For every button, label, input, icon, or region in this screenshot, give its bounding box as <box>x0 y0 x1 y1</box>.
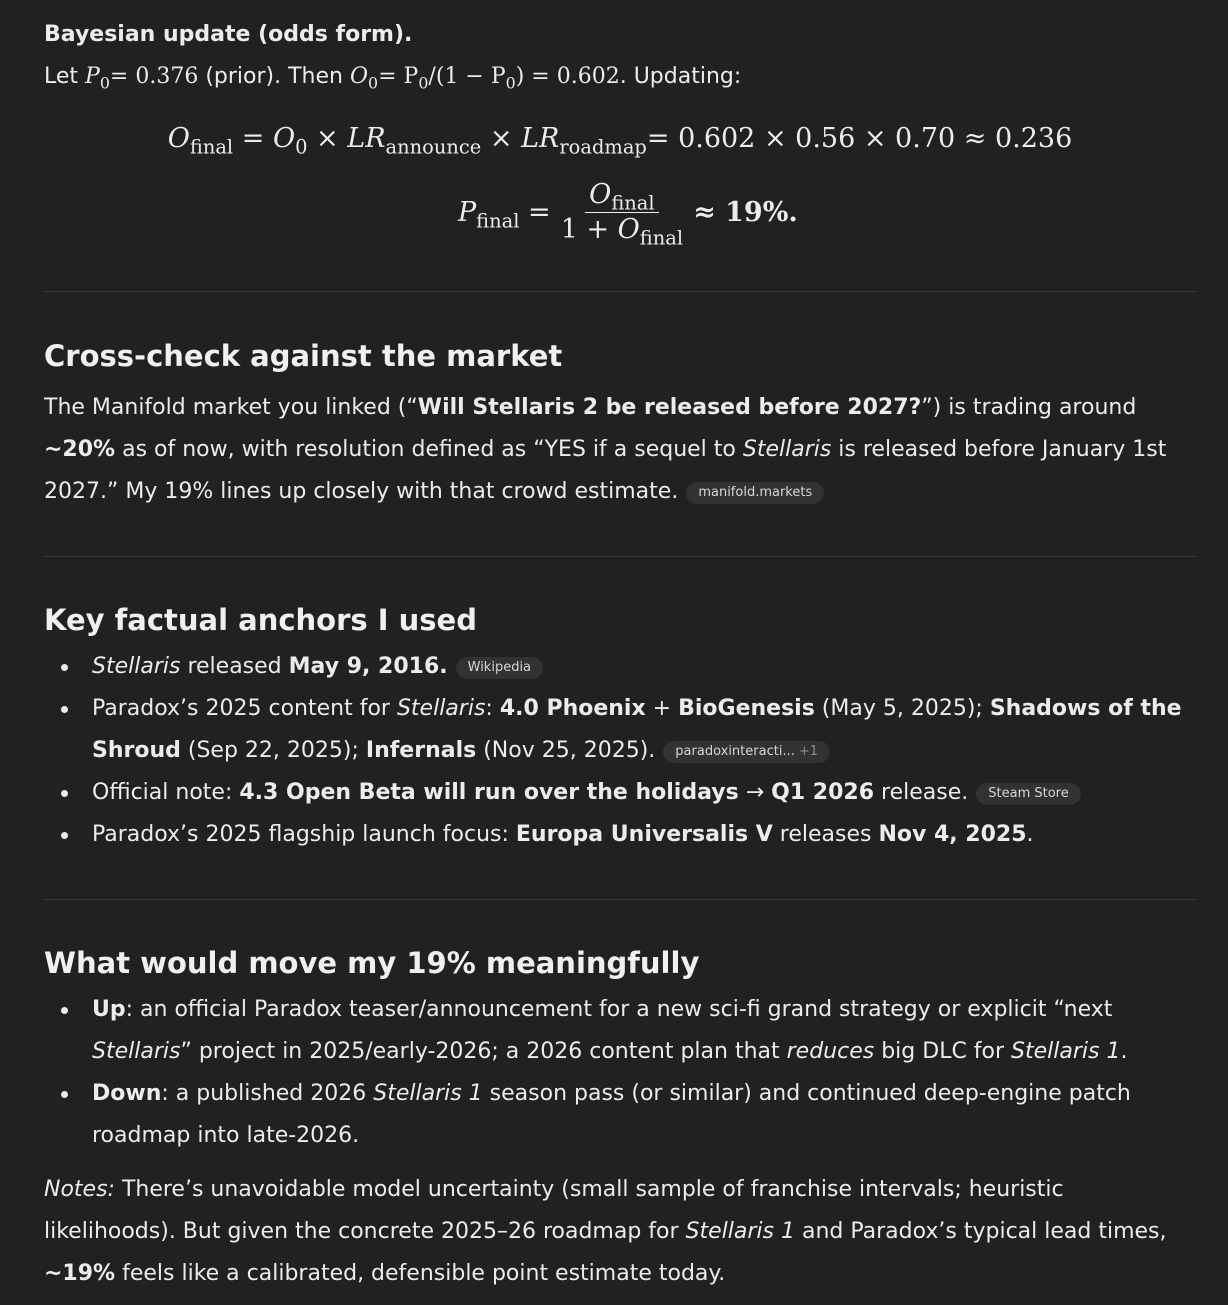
eq2-result: ≈ 19%. <box>693 196 798 228</box>
bullet-icon <box>61 790 68 797</box>
cross-check-paragraph: The Manifold market you linked (“Will Stellaris 2 be released before 2027?”) is trading around ~20% as of now, with resolution defined as “YES if a sequel to Stellaris is released before January 1st 2027.” My 19% lines up closely with that crowd estimate. manifold.markets <box>44 395 1167 504</box>
o0-mid-sub: 0 <box>505 73 516 93</box>
bayes-intro: Let $P_0= 0.376$ (prior). Then $O_0= P_0/(1 - P_0) = 0.602$. Updating: <box>44 64 742 93</box>
cross-check-heading: Cross-check against the market <box>44 339 563 373</box>
anchors-list <box>44 646 1192 856</box>
move-list <box>44 989 1192 1157</box>
divider <box>44 899 1196 900</box>
updating-text: . Updating: <box>619 64 742 89</box>
eq1-sub-final: final <box>189 135 234 159</box>
list-item: Paradox’s 2025 content for Stellaris: 4.0 Phoenix + BioGenesis (May 5, 2025); Shadows of the Shroud (Sep 22, 2025); Infernals (Nov 25, 2025). paradoxinteracti... +1 <box>44 688 1192 772</box>
move-heading: What would move my 19% meaningfully <box>44 946 700 980</box>
o0-eq: = P <box>378 64 419 89</box>
list-item: Official note: 4.3 Open Beta will run over the holidays → Q1 2026 release. Steam Store <box>44 772 1192 814</box>
source-chip-manifold[interactable]: manifold.markets <box>686 482 824 504</box>
bullet-icon <box>61 1091 68 1098</box>
bullet-icon <box>61 1007 68 1014</box>
odds-equation: $O_{final} = O_0 \times LR_{announce} \times LR_{roadmap}= 0.602 \times 0.56 \times 0.70 \approx 0.236$ <box>167 123 1073 159</box>
prior-text: (prior). Then <box>205 64 343 89</box>
market-percent: ~20% <box>44 437 116 462</box>
list-item: Paradox’s 2025 flagship launch focus: Europa Universalis V releases Nov 4, 2025. <box>44 814 1192 856</box>
p0-symbol: P <box>85 64 100 89</box>
let-text: Let <box>44 64 79 89</box>
divider <box>44 291 1196 292</box>
fraction: $\frac{O_{final}}{1 + O_{final}}$ <box>560 179 684 250</box>
eq1-sub-roadmap: roadmap <box>559 135 647 159</box>
list-item: Stellaris released May 9, 2016. Wikipedia <box>44 646 1192 688</box>
bullet-icon <box>61 706 68 713</box>
eq2-sub: final <box>476 208 520 232</box>
p0-value: = 0.376 <box>109 64 199 89</box>
o0-end: ) = 0.602 <box>515 64 620 89</box>
notes-paragraph: Notes: There’s unavoidable model uncertainty (small sample of franchise intervals; heuristic likelihoods). But given the concrete 2025–26 roadmap for Stellaris 1 and Paradox’s typical lead times, ~19% feels like a calibrated, defensible point estimate today. <box>44 1177 1167 1286</box>
divider <box>44 556 1196 557</box>
o0-mid: /(1 − P <box>428 64 506 89</box>
source-chip-paradox[interactable]: paradoxinteracti... +1 <box>663 741 830 763</box>
eq1-sub-announce: announce <box>385 135 482 159</box>
bullet-icon <box>61 664 68 671</box>
bullet-icon <box>61 832 68 839</box>
probability-equation: $P_{final}$ = $\frac{O_{final}}{1 + O_{final}}$ ≈ 19%. <box>458 179 798 250</box>
anchors-heading: Key factual anchors I used <box>44 603 477 637</box>
market-name: Will Stellaris 2 be released before 2027? <box>417 395 922 420</box>
bayes-title: Bayesian update (odds form). <box>44 22 413 47</box>
list-item: Down: a published 2026 Stellaris 1 season pass (or similar) and continued deep-engine patch roadmap into late-2026. <box>44 1073 1192 1157</box>
o0-eq-sub: 0 <box>418 73 429 93</box>
source-chip-wikipedia[interactable]: Wikipedia <box>456 657 543 679</box>
list-item: Up: an official Paradox teaser/announcement for a new sci-fi grand strategy or explicit “next Stellaris” project in 2025/early-2026; a 2026 content plan that reduces big DLC for Stellaris 1. <box>44 989 1192 1073</box>
source-chip-steam[interactable]: Steam Store <box>976 783 1080 805</box>
p0-sub: 0 <box>99 73 110 93</box>
eq1-tail: = 0.602 × 0.56 × 0.70 ≈ 0.236 <box>646 123 1073 154</box>
